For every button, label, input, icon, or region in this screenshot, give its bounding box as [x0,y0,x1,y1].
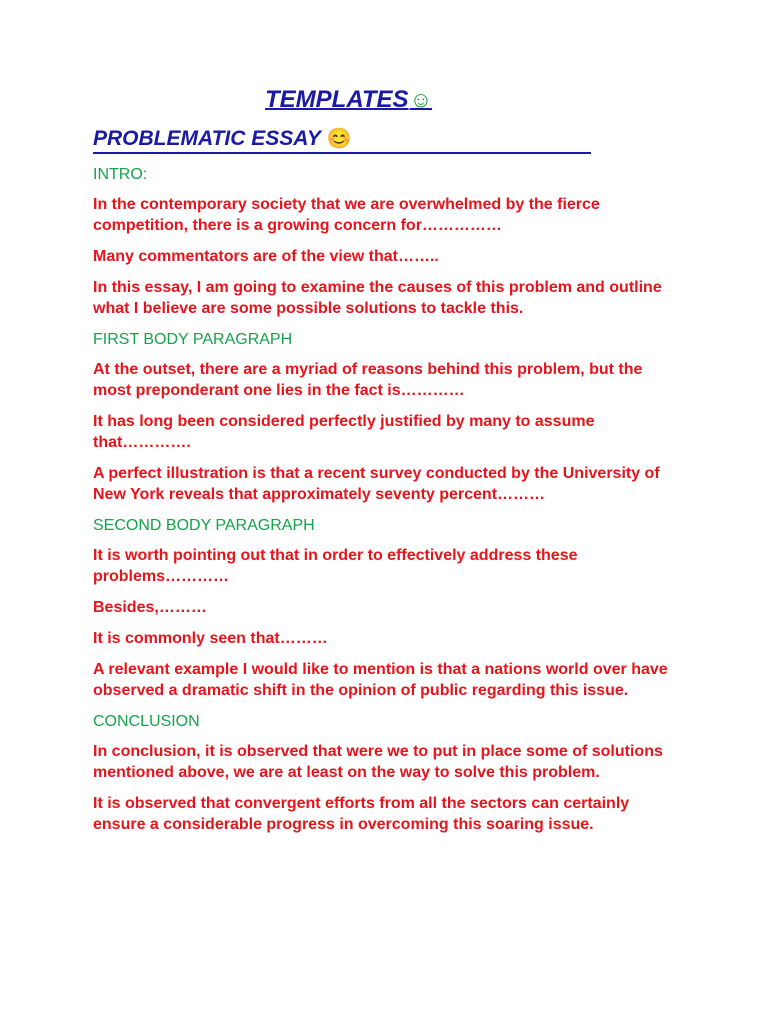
subtitle-text: PROBLEMATIC ESSAY [93,127,321,150]
document-subtitle [93,126,591,154]
second-body-paragraph-1: It is worth pointing out that in order to effectively address these problems………… [93,547,578,585]
section-heading-intro: INTRO: [93,166,148,183]
document-title [265,86,432,114]
second-body-paragraph-2: Besides,……… [93,599,207,616]
conclusion-paragraph-1: In conclusion, it is observed that were we to put in place some of solutions mentioned above, we are at least on the way to solve this problem. [93,743,663,781]
intro-paragraph-3: In this essay, I am going to examine the causes of this problem and outline what I believe are some possible solutions to tackle this. [93,279,662,317]
section-heading-conclusion: CONCLUSION [93,713,200,730]
second-body-paragraph-3: It is commonly seen that……… [93,630,328,647]
essay-content [93,164,683,845]
smiley-icon: 😊 [326,128,352,150]
conclusion-paragraph-2: It is observed that convergent efforts from all the sectors can certainly ensure a considerable progress in overcoming this soaring issue. [93,795,630,833]
first-body-paragraph-1: At the outset, there are a myriad of reasons behind this problem, but the most preponderant one lies in the fact is………… [93,361,643,399]
intro-paragraph-1: In the contemporary society that we are overwhelmed by the fierce competition, there is a growing concern for…………… [93,196,600,234]
intro-paragraph-2: Many commentators are of the view that…….. [93,248,439,265]
smiley-icon: ☺ [409,87,433,112]
section-heading-second-body: SECOND BODY PARAGRAPH [93,517,315,534]
second-body-paragraph-4: A relevant example I would like to mention is that a nations world over have observed a dramatic shift in the opinion of public regarding this issue. [93,661,668,699]
title-text: TEMPLATES [265,86,409,113]
first-body-paragraph-2: It has long been considered perfectly justified by many to assume that…………. [93,413,595,451]
section-heading-first-body: FIRST BODY PARAGRAPH [93,331,293,348]
first-body-paragraph-3: A perfect illustration is that a recent survey conducted by the University of New York reveals that approximately seventy percent……… [93,465,660,503]
